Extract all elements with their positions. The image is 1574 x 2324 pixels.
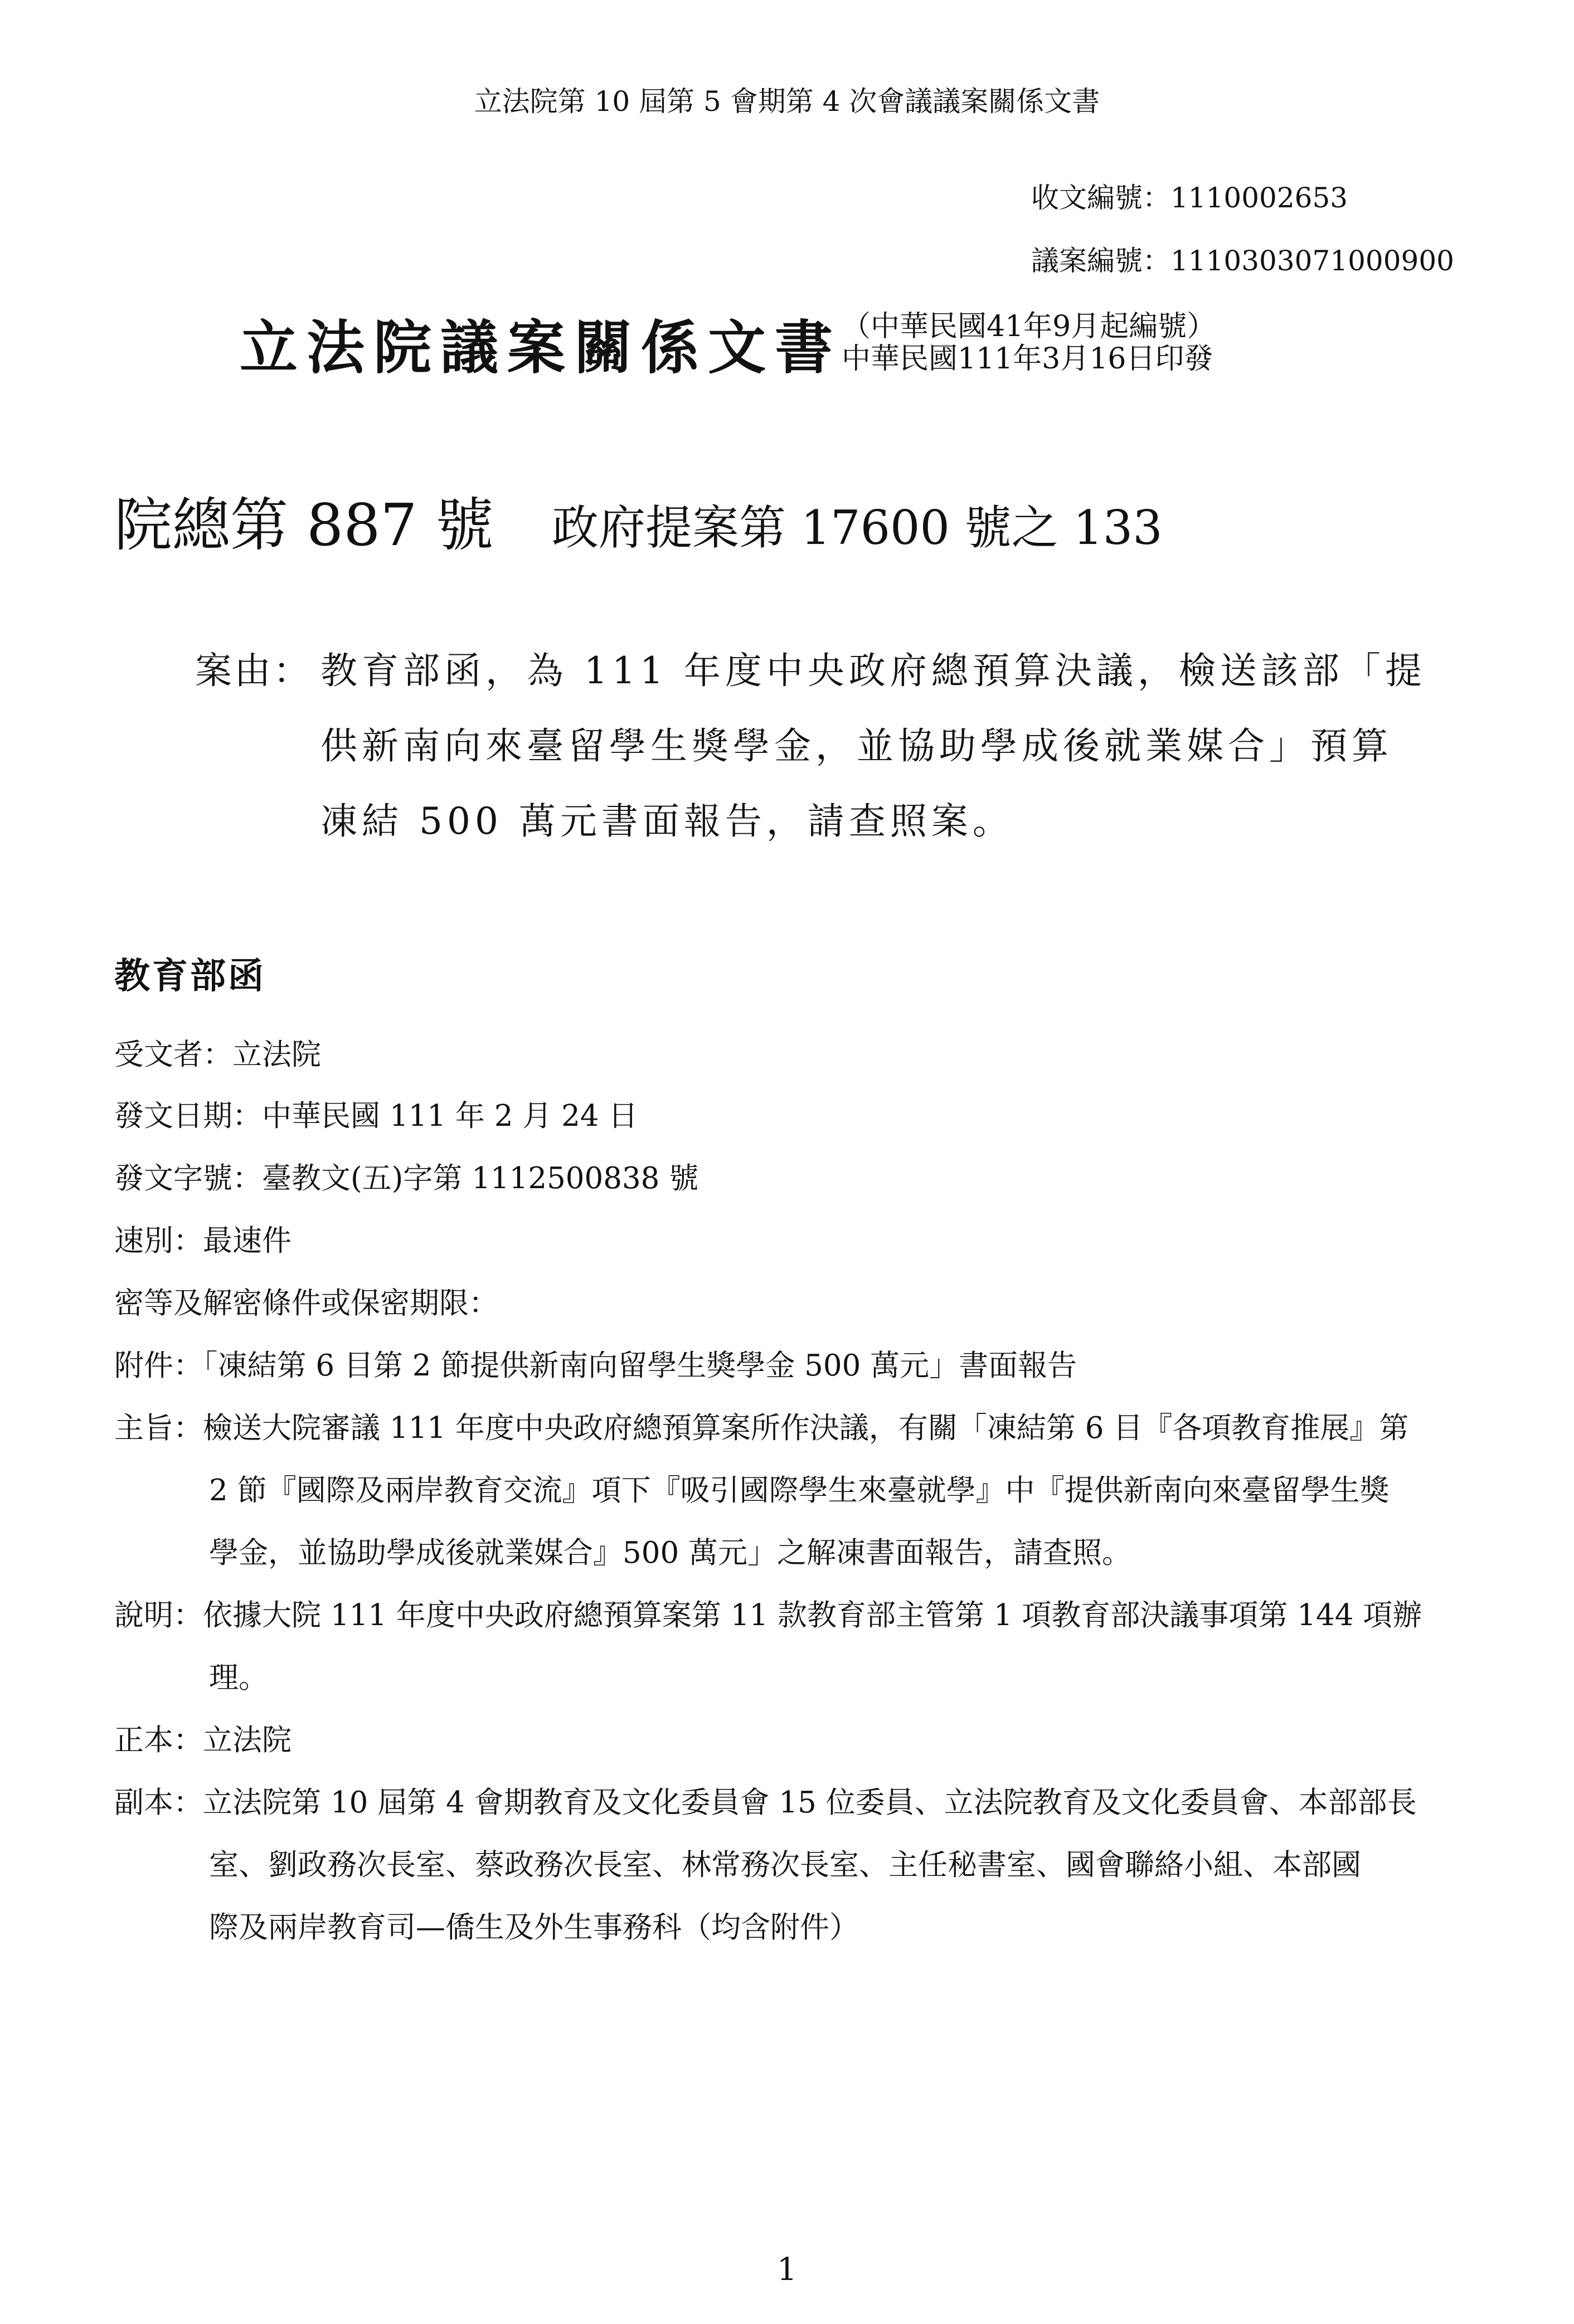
yuan-general-number: 院總第 887 號 (114, 491, 494, 559)
subject-line: 教育部函，為 111 年度中央政府總預算決議，檢送該部「提 (320, 649, 1426, 692)
document-header: 立法院第 10 屆第 5 會期第 4 次會議議案關係文書 (474, 85, 1100, 118)
subject-line: 供新南向來臺留學生獎學金，並協助學成後就業媒合」預算 (320, 725, 1393, 767)
document-title: 立法院議案關係文書 (240, 313, 842, 382)
attachment-field: 附件：「凍結第 6 目第 2 節提供新南向留學生獎學金 500 萬元」書面報告 (114, 1349, 1077, 1383)
bill-number: 議案編號：1110303071000900 (1031, 245, 1454, 277)
purpose-field: 主旨：檢送大院審議 111 年度中央政府總預算案所作決議，有關「凍結第 6 目『各項教育推展』第 (114, 1411, 1409, 1445)
document-number-field: 發文字號：臺教文(五)字第 1112500838 號 (114, 1161, 699, 1195)
carbon-copy-continued: 室、劉政務次長室、蔡政務次長室、林常務次長室、主任秘書室、國會聯絡小組、本部國 (209, 1848, 1361, 1882)
speed-field: 速別：最速件 (114, 1224, 292, 1258)
secrecy-field: 密等及解密條件或保密期限： (114, 1286, 498, 1320)
letter-title: 教育部函 (114, 955, 266, 997)
original-copy-field: 正本：立法院 (114, 1723, 292, 1757)
subject-line: 凍結 500 萬元書面報告，請查照案。 (320, 800, 1014, 843)
receipt-number: 收文編號：1110002653 (1031, 182, 1348, 214)
carbon-copy-field: 副本：立法院第 10 屆第 4 會期教育及文化委員會 15 位委員、立法院教育及文化委員會、本部部長 (114, 1786, 1417, 1820)
purpose-continued: 學金，並協助學成後就業媒合』500 萬元」之解凍書面報告，請查照。 (209, 1536, 1132, 1570)
numbering-note: （中華民國41年9月起編號） (842, 310, 1216, 343)
explanation-field: 說明：依據大院 111 年度中央政府總預算案第 11 款教育部主管第 1 項教育部決議事項第 144 項辦 (114, 1598, 1422, 1632)
purpose-continued: 2 節『國際及兩岸教育交流』項下『吸引國際學生來臺就學』中『提供新南向來臺留學生獎 (209, 1474, 1390, 1508)
carbon-copy-continued: 際及兩岸教育司—僑生及外生事務科（均含附件） (209, 1910, 859, 1944)
page-number: 1 (777, 2252, 797, 2288)
subject-label: 案由： (195, 649, 312, 692)
recipient-field: 受文者：立法院 (114, 1038, 321, 1072)
print-date: 中華民國111年3月16日印發 (842, 342, 1213, 376)
explanation-continued: 理。 (209, 1661, 268, 1695)
government-proposal-number: 政府提案第 17600 號之 133 (552, 500, 1163, 555)
issue-date-field: 發文日期：中華民國 111 年 2 月 24 日 (114, 1099, 638, 1133)
